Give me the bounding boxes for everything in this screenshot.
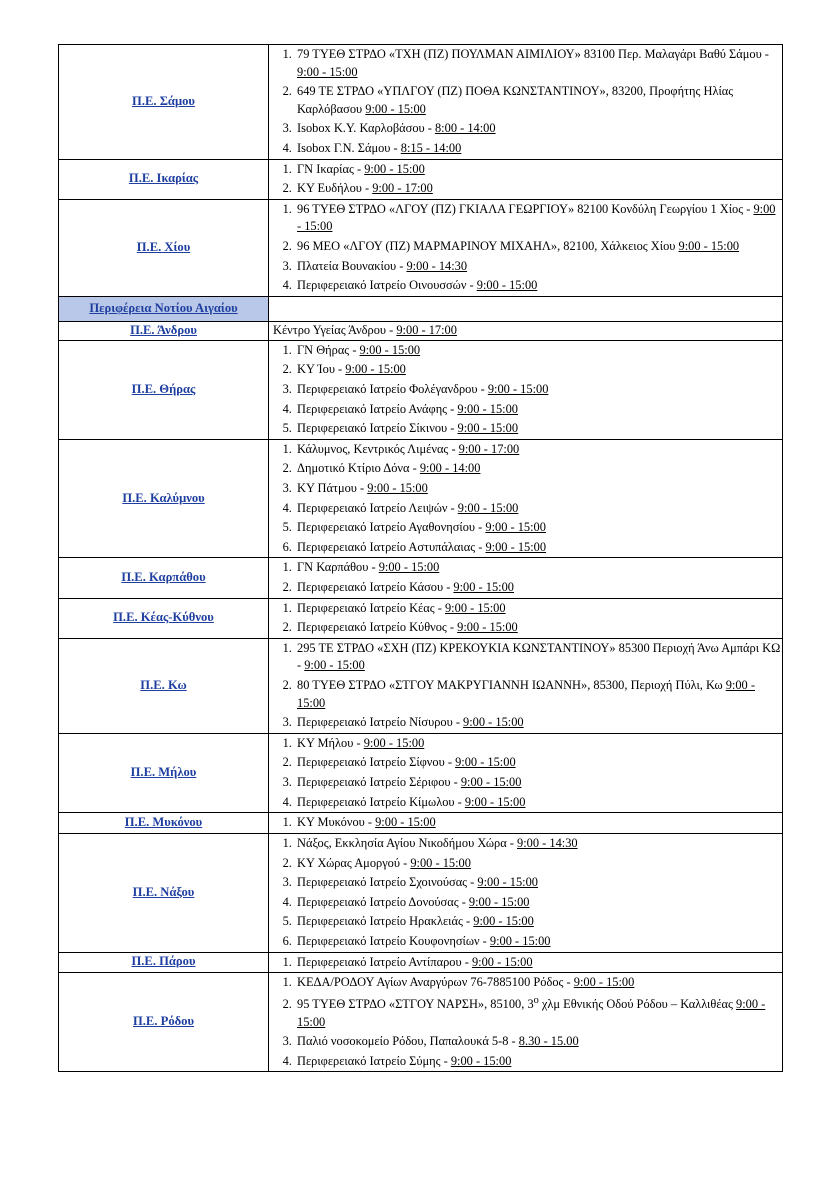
list-item: 5. Περιφερειακό Ιατρείο Αγαθονησίου - 9:00 - 15:00 xyxy=(295,518,782,538)
list-item: 4. Περιφερειακό Ιατρείο Ανάφης - 9:00 - 15:00 xyxy=(295,400,782,420)
items-list xyxy=(269,45,782,159)
region-label[interactable]: Π.Ε. Ικαρίας xyxy=(128,171,199,186)
items-list xyxy=(269,341,782,439)
list-item: 2. Περιφερειακό Ιατρείο Κύθνος - 9:00 - 15:00 xyxy=(295,618,782,638)
items-cell xyxy=(269,952,783,973)
list-item: 4. Περιφερειακό Ιατρείο Λειψών - 9:00 - 15:00 xyxy=(295,499,782,519)
items-list xyxy=(269,639,782,733)
list-item: 5. Περιφερειακό Ιατρείο Ηρακλειάς - 9:00 - 15:00 xyxy=(295,912,782,932)
section-title: Περιφέρεια Νοτίου Αιγαίου xyxy=(89,300,238,315)
region-cell xyxy=(59,973,269,1072)
list-item: 3. Περιφερειακό Ιατρείο Σέριφου - 9:00 - 15:00 xyxy=(295,773,782,793)
list-item: 3. Περιφερειακό Ιατρείο Σχοινούσας - 9:00 - 15:00 xyxy=(295,873,782,893)
list-item: 3. Περιφερειακό Ιατρείο Φολέγανδρου - 9:00 - 15:00 xyxy=(295,380,782,400)
list-item: 1. ΚΥ Μήλου - 9:00 - 15:00 xyxy=(295,734,782,754)
items-cell xyxy=(269,598,783,638)
list-item: 6. Περιφερειακό Ιατρείο Κουφονησίων - 9:00 - 15:00 xyxy=(295,932,782,952)
list-item: 1. Νάξος, Εκκλησία Αγίου Νικοδήμου Χώρα - 9:00 - 14:30 xyxy=(295,834,782,854)
table-body xyxy=(59,45,783,1072)
items-cell xyxy=(269,813,783,834)
region-label[interactable]: Π.Ε. Σάμου xyxy=(132,93,195,108)
region-label[interactable]: Π.Ε. Θήρας xyxy=(131,381,196,396)
list-item: 4. Περιφερειακό Ιατρείο Σύμης - 9:00 - 15:00 xyxy=(295,1052,782,1072)
list-item: 1. Κάλυμνος, Κεντρικός Λιμένας - 9:00 - 17:00 xyxy=(295,440,782,460)
list-item: 2. 96 ΜΕΟ «ΛΓΟΥ (ΠΖ) ΜΑΡΜΑΡΙΝΟΥ ΜΙΧΑΗΛ», 82100, Χάλκειος Χίου 9:00 - 15:00 xyxy=(295,237,782,257)
region-label[interactable]: Π.Ε. Χίου xyxy=(136,239,191,254)
list-item: 4. Περιφερειακό Ιατρείο Οινουσσών - 9:00 - 15:00 xyxy=(295,276,782,296)
region-cell xyxy=(59,598,269,638)
region-label[interactable]: Π.Ε. Πάρου xyxy=(131,954,196,969)
list-item: 1. 96 ΤΥΕΘ ΣΤΡΔΟ «ΛΓΟΥ (ΠΖ) ΓΚΙΑΛΑ ΓΕΩΡΓΙΟΥ» 82100 Κονδύλη Γεωργίου 1 Χίος - 9:00 - 15:00 xyxy=(295,200,782,237)
items-cell xyxy=(269,973,783,1072)
region-label[interactable]: Π.Ε. Κέας-Κύθνου xyxy=(113,610,214,625)
items-cell xyxy=(269,733,783,812)
region-cell xyxy=(59,952,269,973)
list-item: 4. Περιφερειακό Ιατρείο Δονούσας - 9:00 - 15:00 xyxy=(295,893,782,913)
region-label[interactable]: Π.Ε. Μήλου xyxy=(130,765,197,780)
items-cell xyxy=(269,638,783,733)
region-label[interactable]: Π.Ε. Ρόδου xyxy=(132,1014,194,1029)
items-list xyxy=(269,558,782,597)
items-list xyxy=(269,953,782,973)
table-row xyxy=(59,558,783,598)
list-item: 4. Περιφερειακό Ιατρείο Κίμωλου - 9:00 - 15:00 xyxy=(295,793,782,813)
items-cell xyxy=(269,159,783,199)
region-cell xyxy=(59,45,269,160)
table-row xyxy=(59,199,783,296)
list-item: Κέντρο Υγείας Άνδρου - 9:00 - 17:00 xyxy=(273,322,457,337)
region-label[interactable]: Π.Ε. Νάξου xyxy=(132,884,195,899)
list-item: 2. 95 ΤΥΕΘ ΣΤΡΔΟ «ΣΤΓΟΥ ΝΑΡΣΗ», 85100, $3^o$ χλμ Εθνικής Οδού Ρόδου – Καλλιθέας 9:00 - 15:00 xyxy=(295,993,782,1032)
list-item: 2. 80 ΤΥΕΘ ΣΤΡΔΟ «ΣΤΓΟΥ ΜΑΚΡΥΓΙΑΝΝΗ ΙΩΑΝΝΗ», 85300, Περιοχή Πύλι, Κω 9:00 - 15:00 xyxy=(295,676,782,713)
region-cell xyxy=(59,439,269,558)
items-cell xyxy=(269,439,783,558)
list-item: 2. 649 ΤΕ ΣΤΡΔΟ «ΥΠΛΓΟΥ (ΠΖ) ΠΟΘΑ ΚΩΝΣΤΑΝΤΙΝΟΥ», 83200, Προφήτης Ηλίας Καρλόβασου 9:00 - 15:00 xyxy=(295,82,782,119)
list-item: 3. Περιφερειακό Ιατρείο Νίσυρου - 9:00 - 15:00 xyxy=(295,713,782,733)
region-label[interactable]: Π.Ε. Κω xyxy=(140,677,187,692)
region-label[interactable]: Π.Ε. Καρπάθου xyxy=(121,570,206,585)
list-item: 1. ΓΝ Ικαρίας - 9:00 - 15:00 xyxy=(295,160,782,180)
section-empty-cell xyxy=(269,296,783,321)
table-row xyxy=(59,159,783,199)
region-cell xyxy=(59,833,269,952)
table-row xyxy=(59,813,783,834)
region-cell xyxy=(59,321,269,340)
table-row xyxy=(59,321,783,340)
section-row xyxy=(59,296,783,321)
list-item: 1. ΚΕΔΑ/ΡΟΔΟΥ Αγίων Αναργύρων 76-7885100 Ρόδος - 9:00 - 15:00 xyxy=(295,973,782,993)
list-item: 2. ΚΥ Ευδήλου - 9:00 - 17:00 xyxy=(295,179,782,199)
list-item: 2. Περιφερειακό Ιατρείο Σίφνου - 9:00 - 15:00 xyxy=(295,753,782,773)
list-item: 2. Περιφερειακό Ιατρείο Κάσου - 9:00 - 15:00 xyxy=(295,578,782,598)
list-item: 3. ΚΥ Πάτμου - 9:00 - 15:00 xyxy=(295,479,782,499)
list-item: 1. ΓΝ Θήρας - 9:00 - 15:00 xyxy=(295,341,782,361)
health-points-table xyxy=(58,44,783,1072)
list-item: 2. Δημοτικό Κτίριο Δόνα - 9:00 - 14:00 xyxy=(295,459,782,479)
region-cell xyxy=(59,340,269,439)
list-item: 1. ΓΝ Καρπάθου - 9:00 - 15:00 xyxy=(295,558,782,578)
table-row xyxy=(59,833,783,952)
list-item: 3. Isobox Κ.Υ. Καρλοβάσου - 8:00 - 14:00 xyxy=(295,119,782,139)
table-row xyxy=(59,952,783,973)
list-item: 4. Isobox Γ.Ν. Σάμου - 8:15 - 14:00 xyxy=(295,139,782,159)
items-list xyxy=(269,734,782,812)
list-item: 1. 79 ΤΥΕΘ ΣΤΡΔΟ «ΤΧΗ (ΠΖ) ΠΟΥΛΜΑΝ ΑΙΜΙΛΙΟΥ» 83100 Περ. Μαλαγάρι Βαθύ Σάμου - 9:00 - 15:00 xyxy=(295,45,782,82)
items-cell xyxy=(269,45,783,160)
list-item: 1. ΚΥ Μυκόνου - 9:00 - 15:00 xyxy=(295,813,782,833)
table-row xyxy=(59,733,783,812)
region-cell xyxy=(59,199,269,296)
list-item: 1. Περιφερειακό Ιατρείο Κέας - 9:00 - 15:00 xyxy=(295,599,782,619)
items-cell xyxy=(269,833,783,952)
table-row xyxy=(59,638,783,733)
table-row xyxy=(59,45,783,160)
region-label[interactable]: Π.Ε. Μυκόνου xyxy=(124,815,203,830)
list-item: 5. Περιφερειακό Ιατρείο Σίκινου - 9:00 - 15:00 xyxy=(295,419,782,439)
items-cell xyxy=(269,340,783,439)
items-list xyxy=(269,599,782,638)
table-row xyxy=(59,439,783,558)
region-cell xyxy=(59,638,269,733)
region-cell xyxy=(59,813,269,834)
items-list xyxy=(269,973,782,1071)
list-item: 1. Περιφερειακό Ιατρείο Αντίπαρου - 9:00 - 15:00 xyxy=(295,953,782,973)
table-row xyxy=(59,973,783,1072)
table-row xyxy=(59,598,783,638)
list-item: 6. Περιφερειακό Ιατρείο Αστυπάλαιας - 9:00 - 15:00 xyxy=(295,538,782,558)
items-list xyxy=(269,440,782,558)
items-list xyxy=(269,160,782,199)
list-item: 3. Πλατεία Βουνακίου - 9:00 - 14:30 xyxy=(295,257,782,277)
items-cell xyxy=(269,321,783,340)
region-label[interactable]: Π.Ε. Καλύμνου xyxy=(122,490,205,505)
list-item: 3. Παλιό νοσοκομείο Ρόδου, Παπαλουκά 5-8 - 8.30 - 15.00 xyxy=(295,1032,782,1052)
items-list xyxy=(269,834,782,952)
region-cell xyxy=(59,558,269,598)
region-cell xyxy=(59,733,269,812)
items-list xyxy=(269,813,782,833)
section-band-cell xyxy=(59,296,269,321)
list-item: 2. ΚΥ Ίου - 9:00 - 15:00 xyxy=(295,360,782,380)
list-item: 1. 295 ΤΕ ΣΤΡΔΟ «ΣΧΗ (ΠΖ) ΚΡΕΚΟΥΚΙΑ ΚΩΝΣΤΑΝΤΙΝΟΥ» 85300 Περιοχή Άνω Αμπάρι ΚΩ - 9:00 - 15:00 xyxy=(295,639,782,676)
items-list xyxy=(269,200,782,296)
items-cell xyxy=(269,558,783,598)
list-item: 2. ΚΥ Χώρας Αμοργού - 9:00 - 15:00 xyxy=(295,854,782,874)
items-cell xyxy=(269,199,783,296)
region-cell xyxy=(59,159,269,199)
table-row xyxy=(59,340,783,439)
region-label[interactable]: Π.Ε. Άνδρου xyxy=(130,322,197,337)
